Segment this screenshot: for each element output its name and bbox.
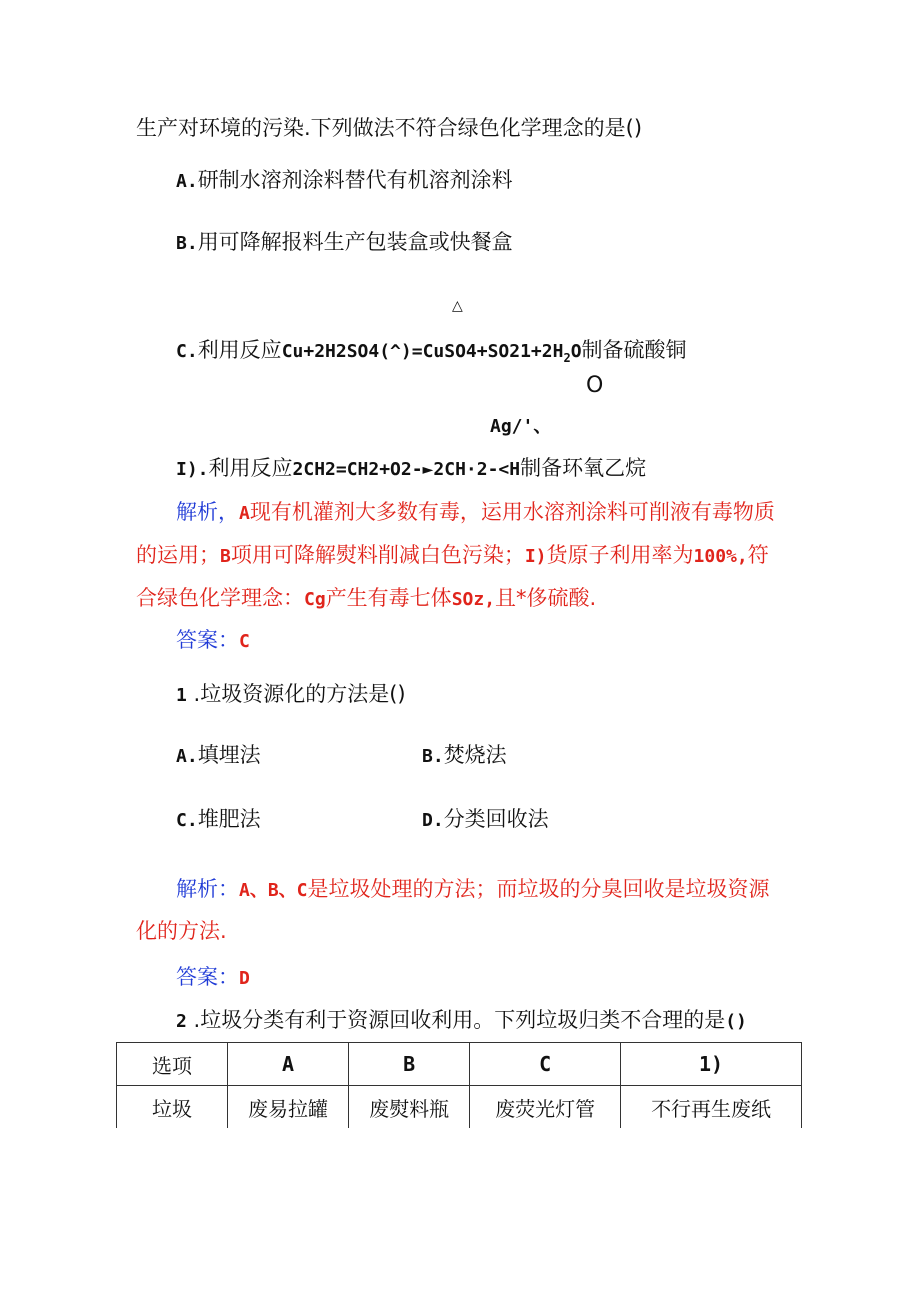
q1-option-c — [176, 805, 261, 835]
table-cell: 选项 — [117, 1043, 228, 1086]
q0-analysis-line2 — [136, 541, 769, 571]
option-text: 堆肥法 — [197, 807, 261, 831]
q1-option-b — [422, 741, 507, 771]
option-letter: B. — [176, 233, 198, 254]
option-text: 焚烧法 — [443, 743, 507, 767]
chem-equation: Cu+2H2SO4(^)=CuSO4+SO21+2H — [281, 341, 564, 362]
q0-analysis-line3 — [136, 584, 596, 614]
table-row — [117, 1086, 802, 1129]
table-cell: 不行再生废纸 — [621, 1086, 802, 1129]
analysis-letter: I) — [524, 546, 547, 567]
analysis-text: 货原子利用率为 — [546, 543, 694, 567]
option-text: 填埋法 — [197, 743, 261, 767]
analysis-letter: B — [220, 546, 231, 567]
question-number: 2 — [176, 1011, 187, 1032]
table-cell: 废荧光灯管 — [470, 1086, 621, 1129]
option-letter: I). — [176, 459, 209, 480]
answer-blank: () — [725, 1011, 747, 1032]
analysis-percent: 100%, — [693, 546, 748, 567]
option-letter: A. — [176, 746, 198, 767]
option-letter: D. — [422, 810, 444, 831]
analysis-letter: A — [239, 503, 250, 524]
catalyst-label — [490, 411, 551, 441]
q0-option-a — [176, 166, 513, 196]
option-text: 利用反应 — [197, 338, 282, 362]
q0-option-c — [176, 336, 687, 372]
option-text: 制备环氧乙烷 — [520, 456, 647, 480]
answer-value: D — [239, 968, 250, 989]
circle-symbol: O — [586, 373, 604, 398]
question-text: .垃圾资源化的方法是() — [193, 682, 406, 706]
table-cell: 废易拉罐 — [228, 1086, 349, 1129]
table-cell: A — [228, 1043, 349, 1086]
q1-answer — [176, 963, 250, 993]
analysis-label: 解析， — [176, 500, 239, 524]
q0-option-b — [176, 228, 513, 258]
question-intro: 生产对环境的污染.下列做法不符合绿色化学理念的是() — [136, 116, 643, 140]
table-cell: 1) — [621, 1043, 802, 1086]
option-text: 利用反应 — [208, 456, 293, 480]
analysis-text: 符 — [747, 543, 769, 567]
garbage-classification-table — [116, 1042, 802, 1128]
option-letter: A. — [176, 171, 198, 192]
analysis-text: 且*侈硫酸. — [495, 586, 597, 610]
answer-value: C — [239, 631, 250, 652]
analysis-text: 合绿色化学理念： — [136, 586, 304, 610]
analysis-text: 产生有毒七体 — [325, 586, 452, 610]
chem-equation: 2CH2=CH2+O2-►2CH·2-<H — [292, 459, 521, 480]
chem-equation-end: O — [570, 341, 582, 362]
option-text: 制备硫酸铜 — [581, 338, 687, 362]
analysis-text: 现有机灌剂大多数有毒，运用水溶剂涂料可削液有毒物质 — [249, 500, 775, 524]
question-text: .垃圾分类有利于资源回收利用。下列垃圾归类不合理的是 — [193, 1008, 726, 1032]
chem-subscript: 2 — [563, 351, 571, 366]
option-letter: C. — [176, 810, 198, 831]
q1-option-d — [422, 805, 549, 835]
table-cell: B — [349, 1043, 470, 1086]
heat-triangle-symbol: △ — [452, 298, 463, 314]
table-header-row — [117, 1043, 802, 1086]
q0-option-d — [176, 454, 646, 484]
analysis-label: 解析： — [176, 877, 239, 901]
catalyst-text: Ag/'、 — [490, 416, 552, 437]
question-number: 1 — [176, 685, 187, 706]
option-text: 分类回收法 — [443, 807, 549, 831]
analysis-formula: Cg — [304, 589, 326, 610]
option-letter: C. — [176, 341, 198, 362]
analysis-text: 项用可降解熨料削减白色污染； — [230, 543, 525, 567]
analysis-text: 是垃圾处理的方法；而垃圾的分臭回收是垃圾资源 — [307, 877, 770, 901]
q1-analysis-line2: 化的方法. — [136, 919, 227, 943]
analysis-text: 的运用； — [136, 543, 220, 567]
q1-analysis-line1 — [176, 875, 770, 905]
table-cell: C — [470, 1043, 621, 1086]
q0-answer — [176, 626, 250, 656]
option-letter: B. — [422, 746, 444, 767]
answer-label: 答案： — [176, 965, 239, 989]
q2-stem — [176, 1006, 747, 1036]
table-cell: 废熨料瓶 — [349, 1086, 470, 1129]
q1-option-a — [176, 741, 261, 771]
q1-stem — [176, 680, 406, 710]
table-cell: 垃圾 — [117, 1086, 228, 1129]
analysis-formula: SOz, — [451, 589, 496, 610]
answer-label: 答案： — [176, 628, 239, 652]
analysis-letters: A、B、C — [239, 880, 308, 901]
option-text: 用可降解报料生产包装盒或快餐盒 — [197, 230, 513, 254]
option-text: 研制水溶剂涂料替代有机溶剂涂料 — [197, 168, 513, 192]
q0-analysis-line1 — [176, 498, 775, 528]
